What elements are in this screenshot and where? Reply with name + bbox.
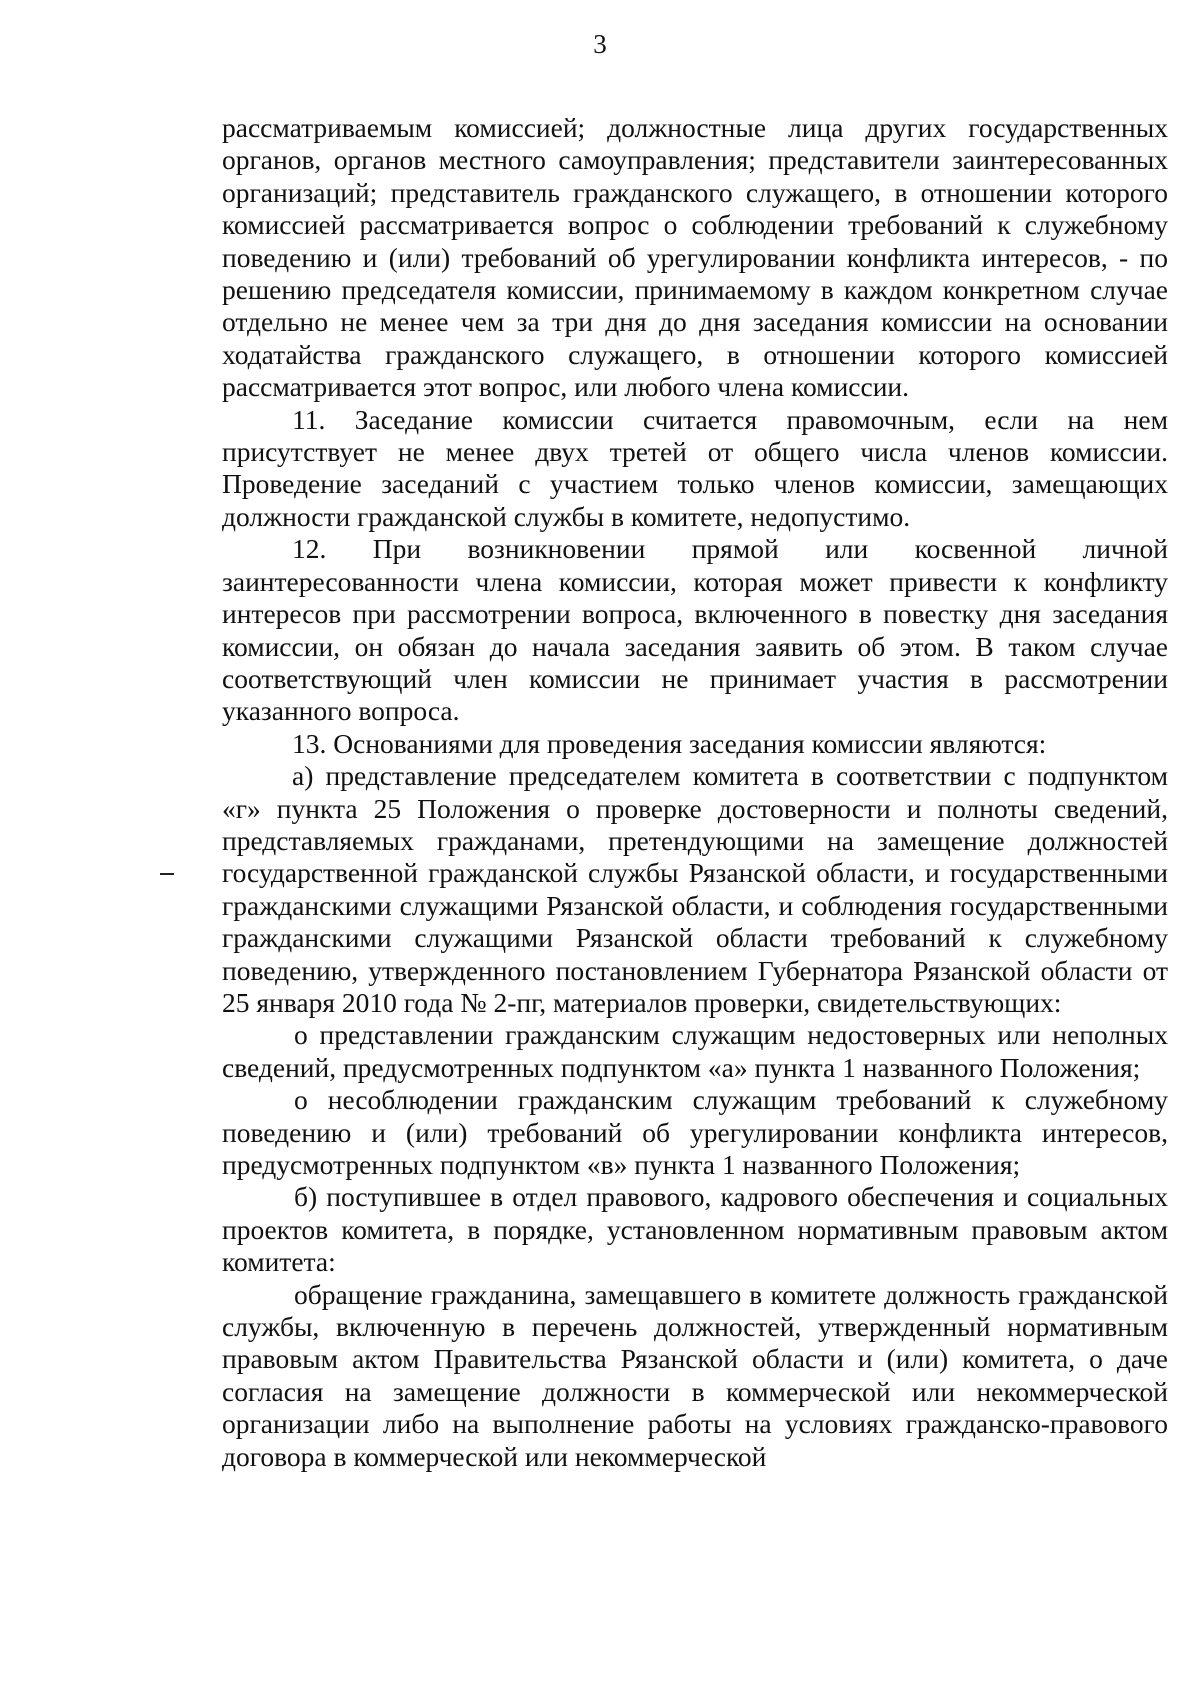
paragraph-11: 11. Заседание комиссии считается правомочным, если на нем присутствует не менее двух третей от общего числа членов комиссии. Проведение заседаний с участием только членов комиссии, замещающих должности гражданской службы в комитете, недопустимо. [222,403,1168,532]
paragraph-13-a: а) представление председателем комитета в соответствии с подпунктом «г» пункта 25 Положения о проверке достоверности и полноты сведений, представляемых гражданами, претендующими на замещение должностей государственной гражданской службы Рязанской области, и государственными гражданскими служащими Рязанской области, и соблюдения государственными гражданскими служащими Рязанской области требований к служебному поведению, утвержденного постановлением Губернатора Рязанской области от 25 января 2010 года № 2-пг, материалов проверки, свидетельствующих: [222,760,1168,1018]
paragraph-13-b-item-1: обращение гражданина, замещавшего в комитете должность гражданской службы, включенную в перечень должностей, утвержденный нормативным правовым актом Правительства Рязанской области и (или) комитета, о даче согласия на замещение должности в коммерческой или некоммерческой организации либо на выполнение работы на условиях гражданско-правового договора в коммерческой или некоммерческой [222,1278,1168,1472]
paragraph-12: 12. При возникновении прямой или косвенной личной заинтересованности члена комиссии, которая может привести к конфликту интересов при рассмотрении вопроса, включенного в повестку дня заседания комиссии, он обязан до начала заседания заявить об этом. В таком случае соответствующий член комиссии не принимает участия в рассмотрении указанного вопроса. [222,533,1168,727]
paragraph-13-a-item-1: о представлении гражданским служащим недостоверных или неполных сведений, предусмотренных подпунктом «а» пункта 1 названного Положения; [222,1019,1168,1083]
margin-mark [160,873,174,875]
paragraph-13-b: б) поступившее в отдел правового, кадрового обеспечения и социальных проектов комитета, в порядке, установленном нормативным правовым актом комитета: [222,1181,1168,1278]
document-body [222,112,1168,1473]
paragraph-13-a-item-2: о несоблюдении гражданским служащим требований к служебному поведению и (или) требований об урегулировании конфликта интересов, предусмотренных подпунктом «в» пункта 1 названного Положения; [222,1084,1168,1180]
paragraph-13: 13. Основаниями для проведения заседания комиссии являются: [292,727,1047,759]
paragraph-continuation: рассматриваемым комиссией; должностные лица других государственных органов, органов местного самоуправления; представители заинтересованных организаций; представитель гражданского служащего, в отношении которого комиссией рассматривается вопрос о соблюдении требований к служебному поведению и (или) требований об урегулировании конфликта интересов, - по решению председателя комиссии, принимаемому в каждом конкретном случае отдельно не менее чем за три дня до дня заседания комиссии на основании ходатайства гражданского служащего, в отношении которого комиссией рассматривается этот вопрос, или любого члена комиссии. [222,112,1168,403]
page-number: 3 [593,29,607,59]
